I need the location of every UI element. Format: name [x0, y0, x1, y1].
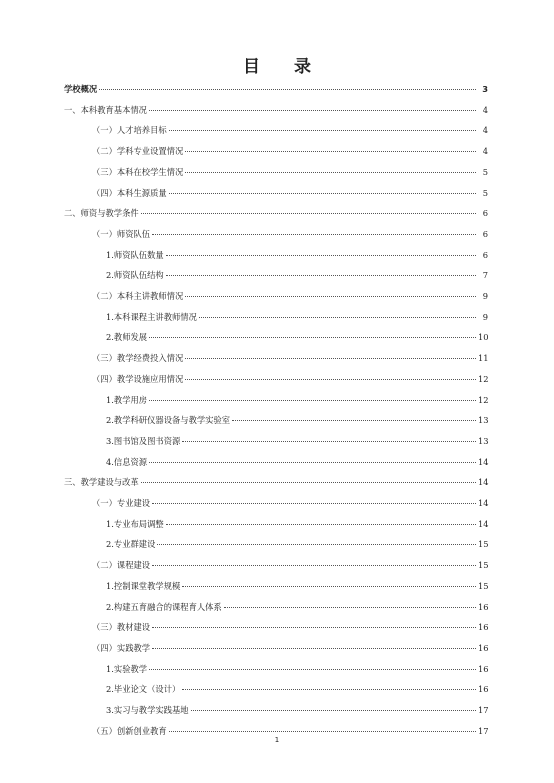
toc-entry-page: 9 — [482, 291, 488, 301]
toc-entry[interactable] — [92, 188, 488, 199]
toc-entry[interactable] — [92, 291, 488, 302]
toc-entry-label: 学校概况 — [64, 84, 98, 94]
toc-entry-page: 15 — [478, 580, 489, 591]
toc-entry-label: （五）创新创业教育 — [92, 725, 167, 736]
toc-entry[interactable] — [106, 664, 488, 675]
toc-entry[interactable] — [106, 395, 488, 406]
toc-entry[interactable] — [92, 167, 488, 178]
toc-entry-label: 1.专业布局调整 — [106, 518, 164, 529]
dot-leader — [182, 441, 476, 442]
toc-entry[interactable] — [92, 146, 488, 157]
toc-entry[interactable] — [92, 229, 488, 240]
toc-entry[interactable] — [106, 415, 488, 426]
toc-entry-page: 6 — [482, 228, 488, 239]
dot-leader — [169, 731, 476, 732]
dot-leader — [185, 296, 476, 297]
dot-leader — [166, 255, 476, 256]
dot-leader — [141, 482, 476, 483]
toc-entry-page: 17 — [478, 725, 489, 736]
toc-entry-page: 10 — [478, 332, 489, 343]
toc-entry-label: （三）本科在校学生情况 — [92, 166, 184, 177]
toc-entry-page: 3 — [482, 84, 488, 94]
toc-entry-label: （二）学科专业设置情况 — [92, 146, 184, 157]
toc-entry-label: （一）专业建设 — [92, 498, 151, 508]
toc-entry-page: 11 — [478, 353, 489, 364]
toc-entry-label: （一）师资队伍 — [92, 228, 151, 239]
toc-entry[interactable] — [106, 705, 488, 716]
toc-entry-page: 16 — [478, 684, 489, 695]
toc-entry[interactable] — [64, 208, 488, 219]
toc-entry[interactable] — [92, 125, 488, 136]
dot-leader — [99, 89, 476, 90]
dot-leader — [166, 275, 476, 276]
toc-entry-page: 4 — [482, 146, 488, 157]
toc-entry-label: （四）教学设施应用情况 — [92, 373, 184, 384]
toc-entry-page: 9 — [482, 311, 488, 322]
toc-entry-page: 6 — [482, 249, 488, 260]
toc-entry-label: 1.控制课堂教学规模 — [106, 580, 181, 591]
toc-entry-label: （三）教学经费投入情况 — [92, 353, 184, 364]
toc-entry[interactable] — [64, 105, 488, 116]
dot-leader — [166, 524, 476, 525]
toc-entry-page: 12 — [478, 394, 489, 405]
toc-entry-label: 3.图书馆及图书资源 — [106, 435, 181, 446]
toc-entry-page: 16 — [478, 642, 489, 653]
toc-entry-label: 1.实验教学 — [106, 663, 148, 674]
dot-leader — [185, 172, 476, 173]
toc-entry-label: （四）实践教学 — [92, 642, 151, 653]
dot-leader — [149, 400, 476, 401]
dot-leader — [141, 213, 476, 214]
toc-entry-page: 4 — [482, 125, 488, 136]
toc-entry-label: 1.教学用房 — [106, 394, 148, 405]
toc-entry-label: 4.信息资源 — [106, 456, 148, 467]
dot-leader — [185, 379, 476, 380]
toc-entry-label: 3.实习与教学实践基地 — [106, 705, 189, 715]
toc-entry-label: 一、本科教育基本情况 — [64, 104, 147, 115]
toc-entry-page: 16 — [478, 663, 489, 674]
toc-entry-page: 13 — [478, 415, 489, 426]
toc-entry-label: 2.师资队伍结构 — [106, 270, 164, 281]
dot-leader — [149, 337, 476, 338]
toc-entry-page: 15 — [478, 560, 489, 571]
toc-entry-label: 2.教学科研仪器设备与教学实验室 — [106, 415, 231, 426]
dot-leader — [152, 565, 476, 566]
toc-entry-label: 二、师资与教学条件 — [64, 208, 139, 219]
toc-entry[interactable] — [106, 684, 488, 695]
toc-entry-label: 1.师资队伍数量 — [106, 249, 164, 260]
toc-entry-page: 5 — [482, 187, 488, 198]
toc-entry[interactable] — [106, 312, 488, 323]
dot-leader — [152, 648, 476, 649]
dot-leader — [152, 503, 476, 504]
toc-entry[interactable] — [92, 622, 488, 633]
toc-entry-label: （二）本科主讲教师情况 — [92, 291, 184, 301]
dot-leader — [149, 110, 476, 111]
toc-entry[interactable] — [64, 477, 488, 488]
dot-leader — [169, 130, 476, 131]
toc-entry[interactable] — [92, 498, 488, 509]
toc-entry-page: 16 — [478, 622, 489, 633]
dot-leader — [232, 420, 476, 421]
dot-leader — [224, 607, 476, 608]
toc-entry[interactable] — [106, 270, 488, 281]
dot-leader — [182, 689, 476, 690]
dot-leader — [152, 627, 476, 628]
toc-entry-label: （二）课程建设 — [92, 560, 151, 571]
toc-entry[interactable] — [106, 581, 488, 592]
toc-entry-page: 14 — [478, 498, 489, 508]
toc-entry-label: 2.专业群建设 — [106, 539, 156, 550]
toc-entry-page: 14 — [478, 518, 489, 529]
toc-entry-page: 7 — [482, 270, 488, 281]
dot-leader — [149, 669, 476, 670]
toc-entry[interactable] — [106, 436, 488, 447]
toc-entry-page: 14 — [478, 477, 489, 488]
dot-leader — [185, 358, 476, 359]
dot-leader — [157, 544, 476, 545]
toc-entry-page: 14 — [478, 456, 489, 467]
toc-entry-page: 4 — [482, 104, 488, 115]
toc-entry-page: 13 — [478, 435, 489, 446]
toc-entry[interactable] — [64, 84, 488, 95]
dot-leader — [149, 462, 476, 463]
dot-leader — [185, 151, 476, 152]
toc-entry-page: 17 — [478, 705, 489, 715]
toc-entry[interactable] — [106, 457, 488, 468]
toc-entry-page: 12 — [478, 373, 489, 384]
toc-entry-label: 三、教学建设与改革 — [64, 477, 139, 488]
toc-entry[interactable] — [92, 560, 488, 571]
toc-entry-label: 2.构建五育融合的课程育人体系 — [106, 601, 222, 612]
toc-entry[interactable] — [92, 643, 488, 654]
toc-entry[interactable] — [106, 519, 488, 530]
toc-entry[interactable] — [106, 332, 488, 343]
dot-leader — [182, 586, 476, 587]
dot-leader — [152, 234, 476, 235]
toc-entry-page: 6 — [482, 208, 488, 219]
toc-entry-page: 16 — [478, 601, 489, 612]
toc-entry[interactable] — [106, 539, 488, 550]
dot-leader — [191, 710, 476, 711]
dot-leader — [199, 317, 476, 318]
toc-entry[interactable] — [92, 353, 488, 364]
toc-entry-label: 2.毕业论文（设计） — [106, 684, 181, 695]
page-title: 目 录 — [243, 57, 325, 77]
toc-entry-label: 2.教师发展 — [106, 332, 148, 343]
toc-entry-label: 1.本科课程主讲教师情况 — [106, 311, 197, 322]
page-number: 1 — [274, 736, 280, 744]
toc-entry-label: （三）教材建设 — [92, 622, 151, 633]
toc-entry[interactable] — [92, 374, 488, 385]
dot-leader — [169, 193, 476, 194]
toc-entry-page: 15 — [478, 539, 489, 550]
toc-entry-page: 5 — [482, 166, 488, 177]
toc-entry-label: （一）人才培养目标 — [92, 125, 167, 136]
toc-entry[interactable] — [106, 250, 488, 261]
toc-entry-label: （四）本科生源质量 — [92, 187, 167, 198]
toc-entry[interactable] — [106, 602, 488, 613]
